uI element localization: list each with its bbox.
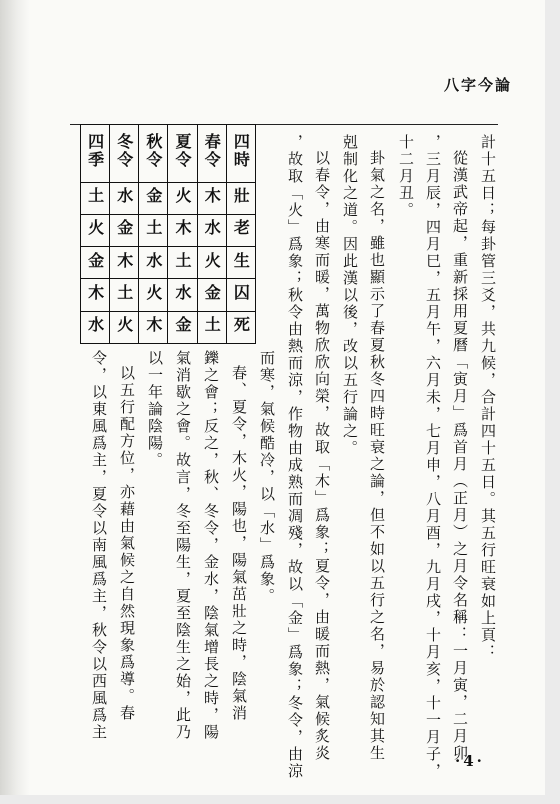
text-column-13: 以一年論陰陽。	[146, 350, 164, 469]
text-column-14: 以五行配方位，亦藉由氣候之自然現象爲導。春	[118, 365, 136, 722]
text-column-7: 以春令，由寒而暖，萬物欣欣向榮，故取「木」爲象；夏令，由暖而熱，氣候炙炎	[313, 150, 331, 762]
table-cell: 囚	[226, 279, 255, 311]
table-cell: 夏令	[168, 125, 197, 183]
table-cell: 水	[168, 279, 197, 311]
page-number: ·4·	[455, 752, 485, 770]
table-cell: 老	[226, 214, 255, 246]
table-cell: 春令	[197, 125, 226, 183]
table-cell: 四季	[81, 125, 110, 183]
table-cell: 水	[81, 311, 110, 343]
text-column-12: 氣消歇之會。故言，冬至陽生，夏至陰生之始，此乃	[174, 350, 192, 741]
table-row	[81, 214, 256, 246]
table-cell: 壯	[226, 182, 255, 214]
table-cell: 金	[168, 311, 197, 343]
page-shadow	[0, 0, 30, 795]
text-column-11: 鑠之會；反之，秋、冬令，金水，陰氣增長之時，陽	[202, 350, 220, 741]
table-row	[81, 247, 256, 279]
text-column-5: 卦氣之名，雖也顯示了春夏秋冬四時旺衰之論，但不如以五行之名，易於認知其生	[368, 150, 386, 762]
text-column-3: ，三月辰，四月巳，五月午，六月未，七月申，八月酉，九月戌，十月亥，十一月子，	[424, 134, 442, 780]
running-header: 八字今論	[444, 76, 513, 94]
text-column-4: 十二月丑。	[397, 134, 415, 219]
table-cell: 水	[110, 182, 139, 214]
table-cell: 死	[226, 311, 255, 343]
table-cell: 冬令	[110, 125, 139, 183]
table-cell: 四時	[226, 125, 255, 183]
text-column-8: ，故取「火」爲象；秋令由熱而涼，作物由成熟而凋殘，故以「金」爲象；冬令，由涼	[286, 134, 304, 780]
table-cell: 金	[197, 279, 226, 311]
table-cell: 生	[226, 247, 255, 279]
table-cell: 火	[197, 247, 226, 279]
table-row	[81, 279, 256, 311]
table-cell: 木	[168, 214, 197, 246]
text-column-15: 令，以東風爲主，夏令以南風爲主，秋令以西風爲主	[90, 350, 108, 741]
table-cell: 金	[81, 247, 110, 279]
table-cell: 金	[110, 214, 139, 246]
table-cell: 火	[110, 311, 139, 343]
text-column-6: 剋制化之道。因此漢以後，改以五行論之。	[341, 134, 359, 457]
table-cell: 水	[197, 214, 226, 246]
table-cell: 秋令	[139, 125, 168, 183]
table-row	[81, 125, 256, 183]
text-column-2: 從漢武帝起，重新採用夏曆「寅月」爲首月（正月）之月令名稱：一月寅，二月卯	[451, 150, 469, 762]
table-cell: 木	[110, 247, 139, 279]
table-cell: 土	[197, 311, 226, 343]
table-row	[81, 311, 256, 343]
table-cell: 土	[110, 279, 139, 311]
table-cell: 木	[139, 311, 168, 343]
table-cell: 木	[197, 182, 226, 214]
table-cell: 火	[81, 214, 110, 246]
table-cell: 金	[139, 182, 168, 214]
text-column-9: 而寒，氣候酷冷，以「水」爲象。	[258, 350, 276, 605]
table-cell: 火	[168, 182, 197, 214]
text-column-10: 春、夏令，木火，陽也，陽氣茁壯之時，陰氣消	[230, 365, 248, 722]
table-row	[81, 182, 256, 214]
table-cell: 木	[81, 279, 110, 311]
wuxing-season-table	[80, 124, 256, 344]
table-cell: 火	[139, 279, 168, 311]
table-cell: 水	[139, 247, 168, 279]
text-column-1: 計十五日；每卦管三爻，共九候，合計四十五日。其五行旺衰如上頁：	[479, 134, 497, 661]
table-cell: 土	[139, 214, 168, 246]
table-cell: 土	[168, 247, 197, 279]
table-cell: 土	[81, 182, 110, 214]
